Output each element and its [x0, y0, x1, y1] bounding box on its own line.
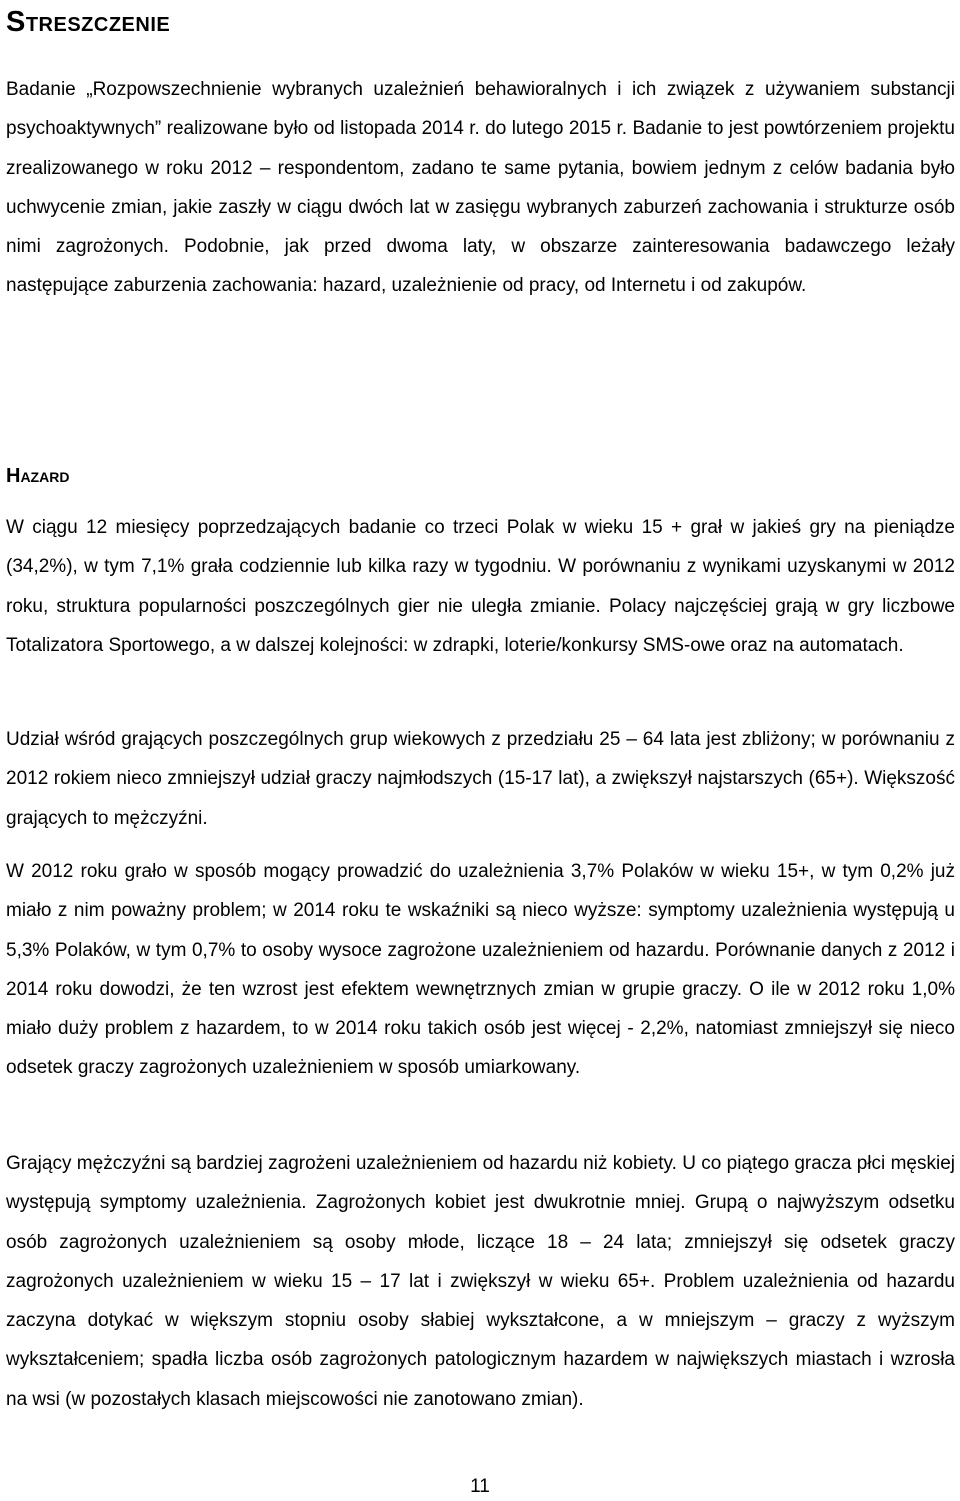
paragraph-addiction-rates: W 2012 roku grało w sposób mogący prowadzić do uzależnienia 3,7% Polaków w wieku 15+, w tym 0,2% już miało z nim poważny problem; w 2014 roku te wskaźniki są nieco wyższe: symptomy uzależnienia występują u 5,3% Polaków, w tym 0,7% to osoby wysoce zagrożone uzależnieniem od hazardu. Porównanie danych z 2012 i 2014 roku dowodzi, że ten wzrost jest efektem wewnętrznych zmian w grupie graczy. O ile w 2012 roku 1,0% miało duży problem z hazardem, to w 2014 roku takich osób jest więcej - 2,2%, natomiast zmniejszył się nieco odsetek graczy zagrożonych uzależnieniem w sposób umiarkowany.	[6, 861, 955, 1079]
intro-paragraph: Badanie „Rozpowszechnienie wybranych uzależnień behawioralnych i ich związek z używaniem substancji psychoaktywnych” realizowane było od listopada 2014 r. do lutego 2015 r. Badanie to jest powtórzeniem projektu zrealizowanego w roku 2012 – respondentom, zadano te same pytania, bowiem jednym z celów badania było uchwycenie zmian, jakie zaszły w ciągu dwóch lat w zasięgu wybranych zaburzeń zachowania i strukturze osób nimi zagrożonych. Podobnie, jak przed dwoma laty, w obszarze zainteresowania badawczego leżały następujące zaburzenia zachowania: hazard, uzależnienie od pracy, od Internetu i od zakupów.	[6, 79, 955, 297]
page-number: 11	[470, 1476, 490, 1497]
page-title: Streszczenie	[6, 6, 171, 38]
section-title-hazard: Hazard	[6, 465, 70, 487]
paragraph-gender-risk: Grający mężczyźni są bardziej zagrożeni uzależnieniem od hazardu niż kobiety. U co piątego gracza płci męskiej występują symptomy uzależnienia. Zagrożonych kobiet jest dwukrotnie mniej. Grupą o najwyższym odsetku osób zagrożonych uzależnieniem są osoby młode, liczące 18 – 24 lata; zmniejszył się odsetek graczy zagrożonych uzależnieniem w wieku 15 – 17 lat i zwiększył w wieku 65+. Problem uzależnienia od hazardu zaczyna dotykać w większym stopniu osoby słabiej wykształcone, a w mniejszym – graczy z wyższym wykształceniem; spadła liczba osób zagrożonych patologicznym hazardem w największych miastach i wzrosła na wsi (w pozostałych klasach miejscowości nie zanotowano zmian).	[6, 1153, 955, 1410]
paragraph-age-groups: Udział wśród grających poszczególnych grup wiekowych z przedziału 25 – 64 lata jest zbliżony; w porównaniu z 2012 rokiem nieco zmniejszył udział graczy najmłodszych (15-17 lat), a zwiększył najstarszych (65+). Większość grających to mężczyźni.	[6, 729, 955, 829]
paragraph-gambling-prevalence: W ciągu 12 miesięcy poprzedzających badanie co trzeci Polak w wieku 15 + grał w jakieś gry na pieniądze (34,2%), w tym 7,1% grała codziennie lub kilka razy w tygodniu. W porównaniu z wynikami uzyskanymi w 2012 roku, struktura popularności poszczególnych gier nie uległa zmianie. Polacy najczęściej grają w gry liczbowe Totalizatora Sportowego, a w dalszej kolejności: w zdrapki, loterie/konkursy SMS-owe oraz na automatach.	[6, 517, 955, 656]
